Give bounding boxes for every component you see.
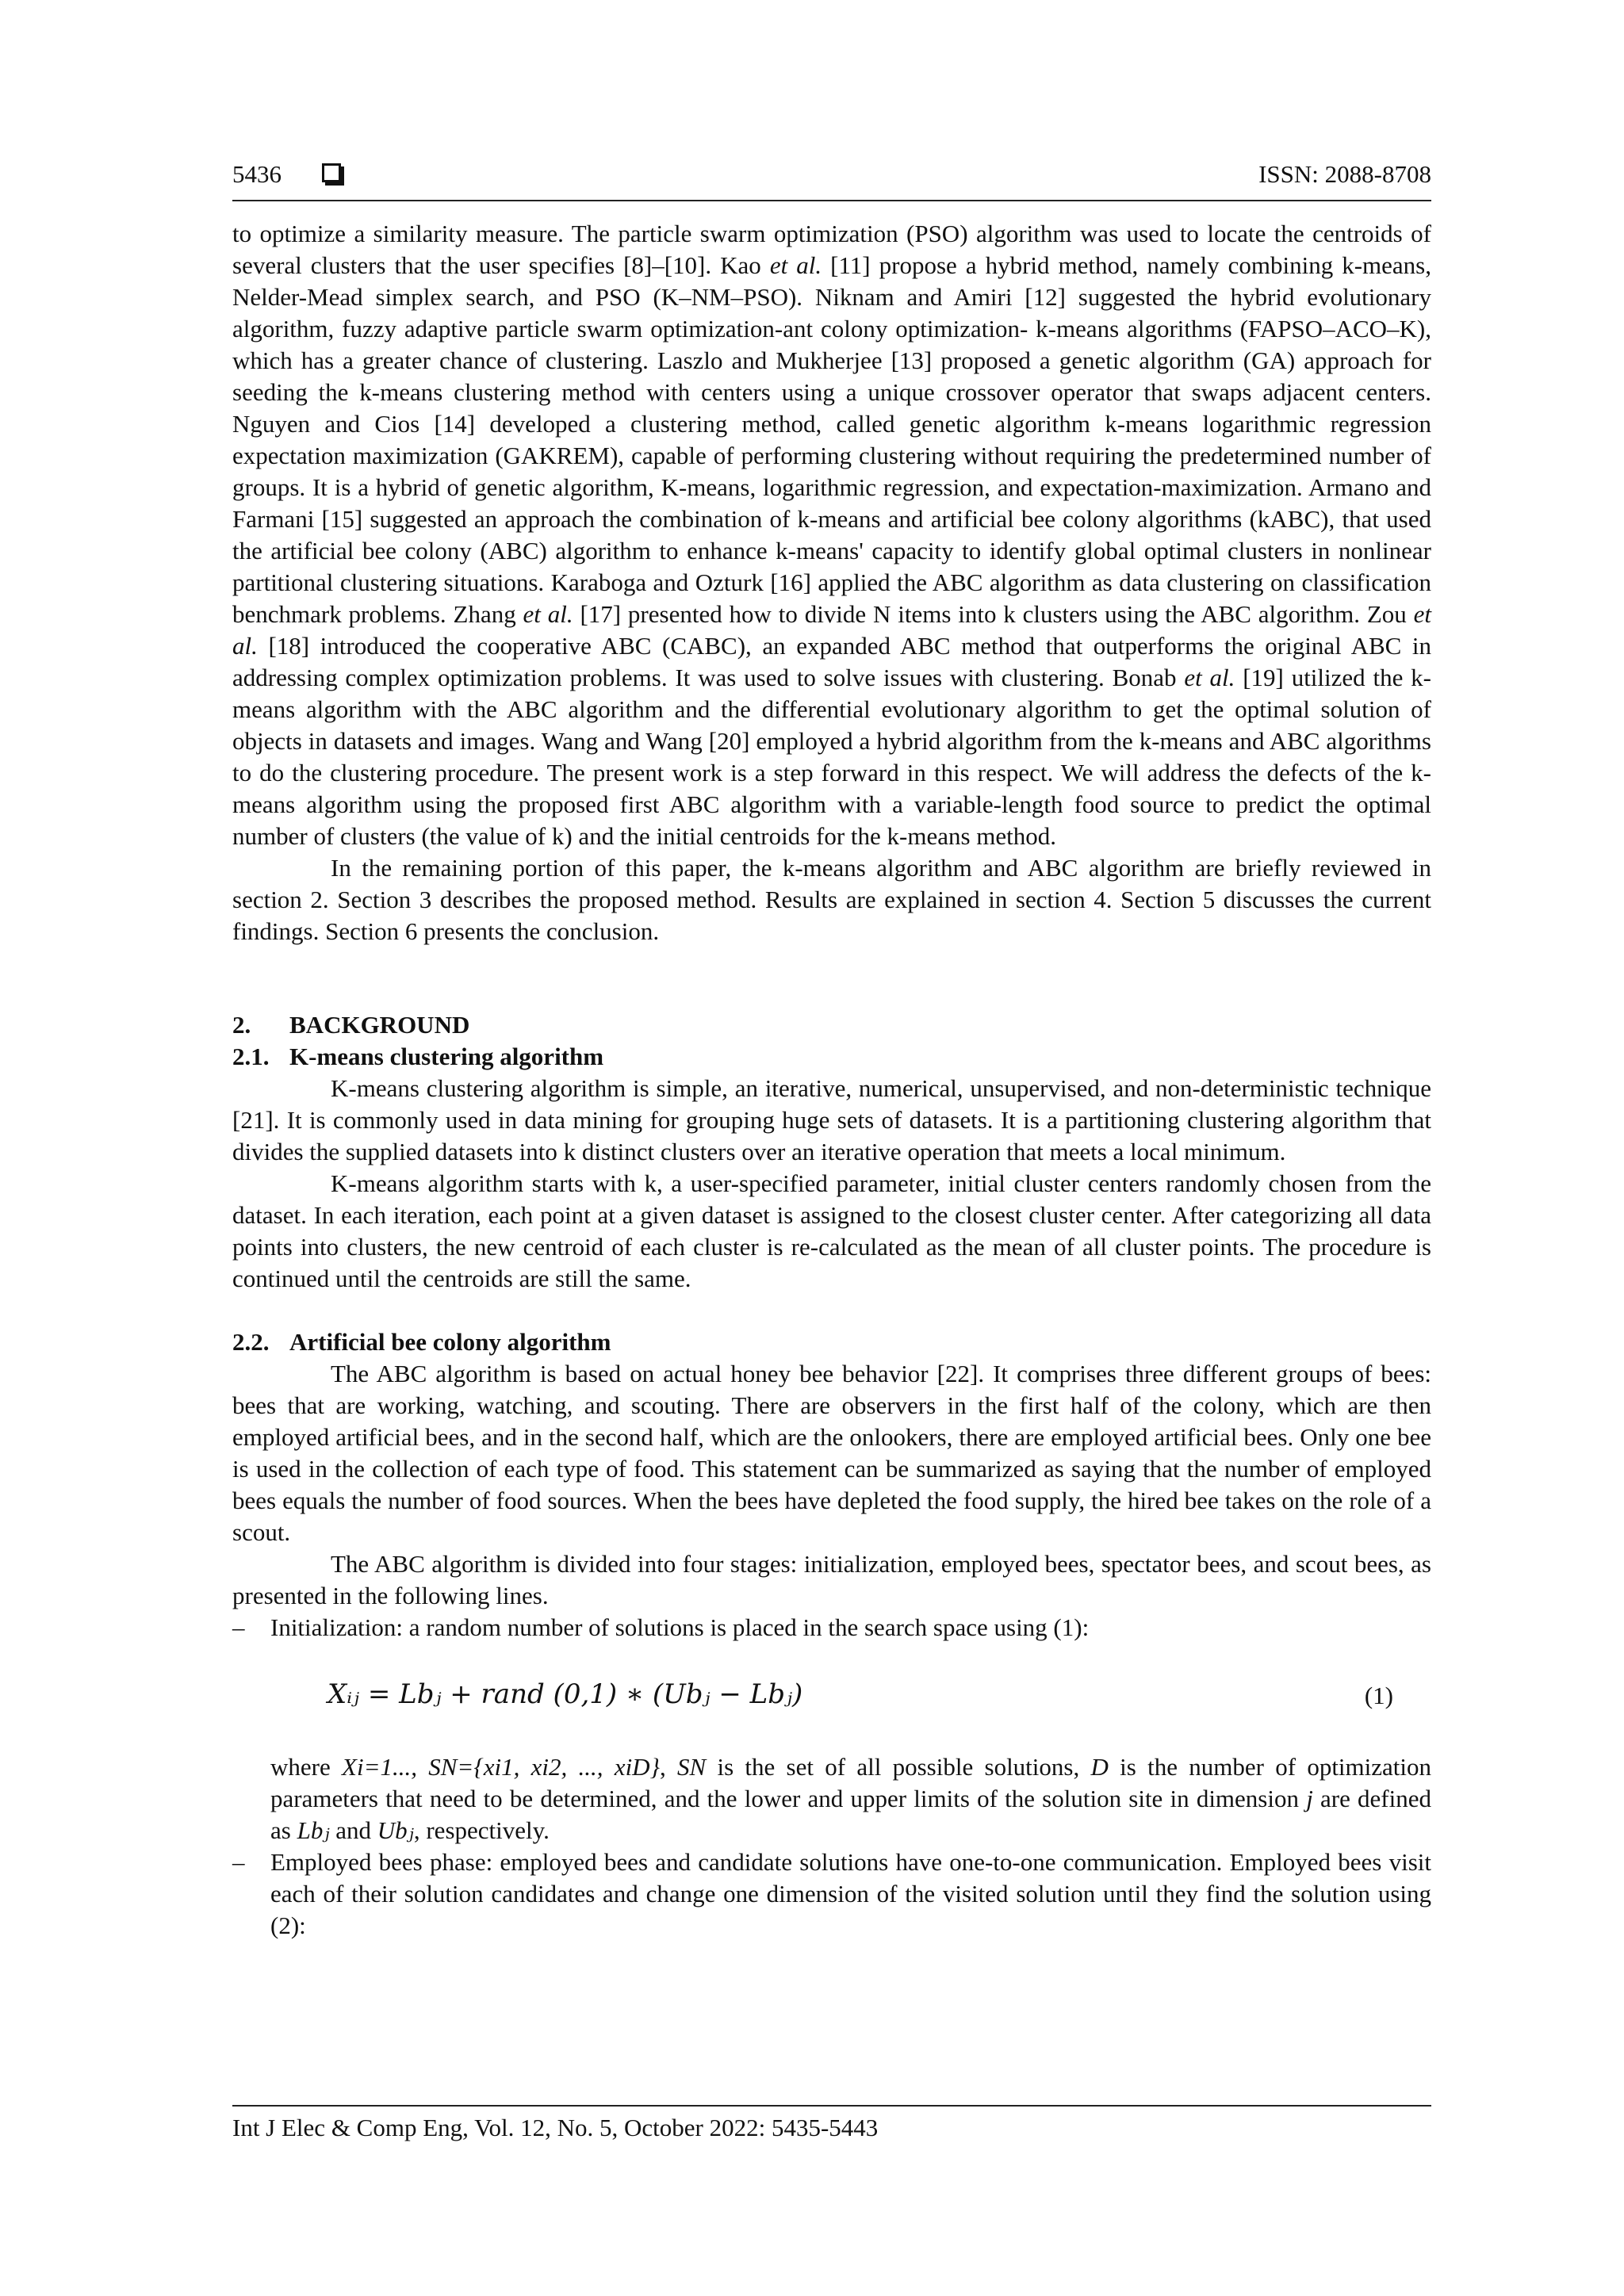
where-lb: Lbⱼ (297, 1816, 330, 1844)
checkbox-square-icon (322, 163, 341, 182)
kmeans-paragraph-2: K-means algorithm starts with k, a user-specified parameter, initial cluster centers randomly chosen from the dataset. In each iteration, each point at a given dataset is assigned to the closest cluster center. After categorizing all data points into clusters, the new centroid of each cluster is re-calculated as the mean of all cluster points. The procedure is continued until the centroids are still the same. (232, 1169, 1431, 1292)
issn-label: ISSN: 2088-8708 (1258, 160, 1431, 188)
where-set-notation: Xi=1..., SN={xi1, xi2, ..., xiD} (342, 1753, 660, 1781)
abc-paragraph-2: The ABC algorithm is divided into four stages: initialization, employed bees, spectator bees, and scout bees, as presented in the following lines. (232, 1550, 1431, 1609)
where-text: is the set of all possible solutions, (706, 1753, 1091, 1781)
where-paragraph (232, 1751, 1431, 1846)
where-sn: SN (677, 1753, 707, 1781)
where-j: j (1306, 1785, 1313, 1812)
footer-divider (232, 2105, 1431, 2107)
where-text: , (659, 1753, 677, 1781)
bullet-dash: – (232, 1613, 245, 1641)
intro-paragraph-2: In the remaining portion of this paper, the k-means algorithm and ABC algorithm are briefly reviewed in section 2. Section 3 describes the proposed method. Results are explained in section 4. Section 5 discusses the current findings. Section 6 presents the conclusion. (232, 854, 1431, 945)
intro-text-c: [17] presented how to divide N items into k clusters using the ABC algorithm. Zou (573, 600, 1414, 628)
subsection-heading-kmeans (232, 1041, 1431, 1073)
bullet-dash: – (232, 1848, 245, 1876)
subsection-title: K-means clustering algorithm (289, 1043, 604, 1070)
intro-text-d: [18] introduced the cooperative ABC (CABC), an expanded ABC method that outperforms the original ABC in addressing complex optimization problems. It was used to solve issues with clustering. Bonab (232, 632, 1431, 691)
where-d: D (1090, 1753, 1109, 1781)
where-text: and (329, 1816, 377, 1844)
where-ub: Ubⱼ (377, 1816, 414, 1844)
subsection-number: 2.1. (232, 1043, 270, 1070)
abc-paragraph-1: The ABC algorithm is based on actual honey bee behavior [22]. It comprises three different groups of bees: bees that are working, watching, and scouting. There are observers in the first half of the colony, which are then employed artificial bees, and in the second half, which are the onlookers, there are employed artificial bees. Only one bee is used in the collection of each type of food. This statement can be summarized as saying that the number of employed bees equals the number of food sources. When the bees have depleted the food supply, the hired bee takes on the role of a scout. (232, 1360, 1431, 1546)
page-header (232, 155, 1431, 193)
subsection-heading-abc (232, 1326, 1431, 1358)
where-text: where (270, 1753, 343, 1781)
subsection-title: Artificial bee colony algorithm (289, 1328, 611, 1356)
kmeans-paragraph-1: K-means clustering algorithm is simple, an iterative, numerical, unsupervised, and non-deterministic technique [21]. It is commonly used in data mining for grouping huge sets of datasets. It is a partitioning clustering algorithm that divides the supplied datasets into k distinct clusters over an iterative operation that meets a local minimum. (232, 1074, 1431, 1165)
where-text: are defined as (270, 1785, 1432, 1844)
bullet-text: Employed bees phase: employed bees and candidate solutions have one-to-one communication. Employed bees visit each of their solution candidates and change one dimension of the visited solution until they find the solution using (2): (270, 1848, 1431, 1939)
et-al-4: et al. (1184, 664, 1235, 691)
subsection-number: 2.2. (232, 1328, 270, 1356)
equation-1-number: (1) (1364, 1682, 1393, 1709)
footer-citation: Int J Elec & Comp Eng, Vol. 12, No. 5, October 2022: 5435-5443 (232, 2114, 879, 2141)
section-title: BACKGROUND (289, 1011, 470, 1039)
page-number: 5436 (232, 160, 282, 188)
bullet-employed-bees (232, 1846, 1431, 1942)
intro-text-b: [11] propose a hybrid method, namely combining k-means, Nelder-Mead simplex search, and PSO (K–NM–PSO). Niknam and Amiri [12] suggested the hybrid evolutionary algorithm, fuzzy adaptive particle swarm optimization-ant colony optimization- k-means algorithms (FAPSO–ACO–K), which has a greater chance of clustering. Laszlo and Mukherjee [13] proposed a genetic algorithm (GA) approach for seeding the k-means clustering method with centers using a unique crossover operator that swaps adjacent centers. Nguyen and Cios [14] developed a clustering method, called genetic algorithm k-means logarithmic regression expectation maximization (GAKREM), capable of performing clustering without requiring the predetermined number of groups. It is a hybrid of genetic algorithm, K-means, logarithmic regression, and expectation-maximization. Armano and Farmani [15] suggested an approach the combination of k-means and artificial bee colony algorithms (kABC), that used the artificial bee colony (ABC) algorithm to enhance k-means' capacity to identify global optimal clusters in nonlinear partitional clustering situations. Karaboga and Ozturk [16] applied the ABC algorithm as data clustering on classification benchmark problems. Zhang (232, 251, 1431, 628)
equation-1-math: Xᵢⱼ = Lbⱼ + rand (0,1) ∗ (Ubⱼ − Lbⱼ) (327, 1678, 803, 1710)
section-number: 2. (232, 1011, 251, 1039)
section-heading-background (232, 1009, 1431, 1041)
intro-text-a: to optimize a similarity measure. The particle swarm optimization (PSO) algorithm was used to locate the centroids of several clusters that the user specifies [8]–[10]. Kao (232, 220, 1431, 279)
et-al-3: et al. (232, 600, 1431, 660)
header-divider (232, 200, 1431, 201)
et-al-1: et al. (769, 251, 822, 279)
equation-1 (232, 1670, 1431, 1734)
et-al-2: et al. (523, 600, 573, 628)
where-text: , respectively. (413, 1816, 550, 1844)
bullet-initialization (232, 1612, 1431, 1644)
where-text: is the number of optimization parameters that need to be determined, and the lower and upper limits of the solution site in dimension (270, 1753, 1432, 1812)
intro-paragraph-1 (232, 218, 1431, 852)
intro-text-e: [19] utilized the k-means algorithm with the ABC algorithm and the differential evolutionary algorithm to get the optimal solution of objects in datasets and images. Wang and Wang [20] employed a hybrid algorithm from the k-means and ABC algorithms to do the clustering procedure. The present work is a step forward in this respect. We will address the defects of the k-means algorithm using the proposed first ABC algorithm with a variable-length food source to predict the optimal number of clusters (the value of k) and the initial centroids for the k-means method. (232, 664, 1431, 850)
bullet-text: Initialization: a random number of solutions is placed in the search space using (1): (270, 1613, 1090, 1641)
page-body (232, 218, 1431, 1942)
